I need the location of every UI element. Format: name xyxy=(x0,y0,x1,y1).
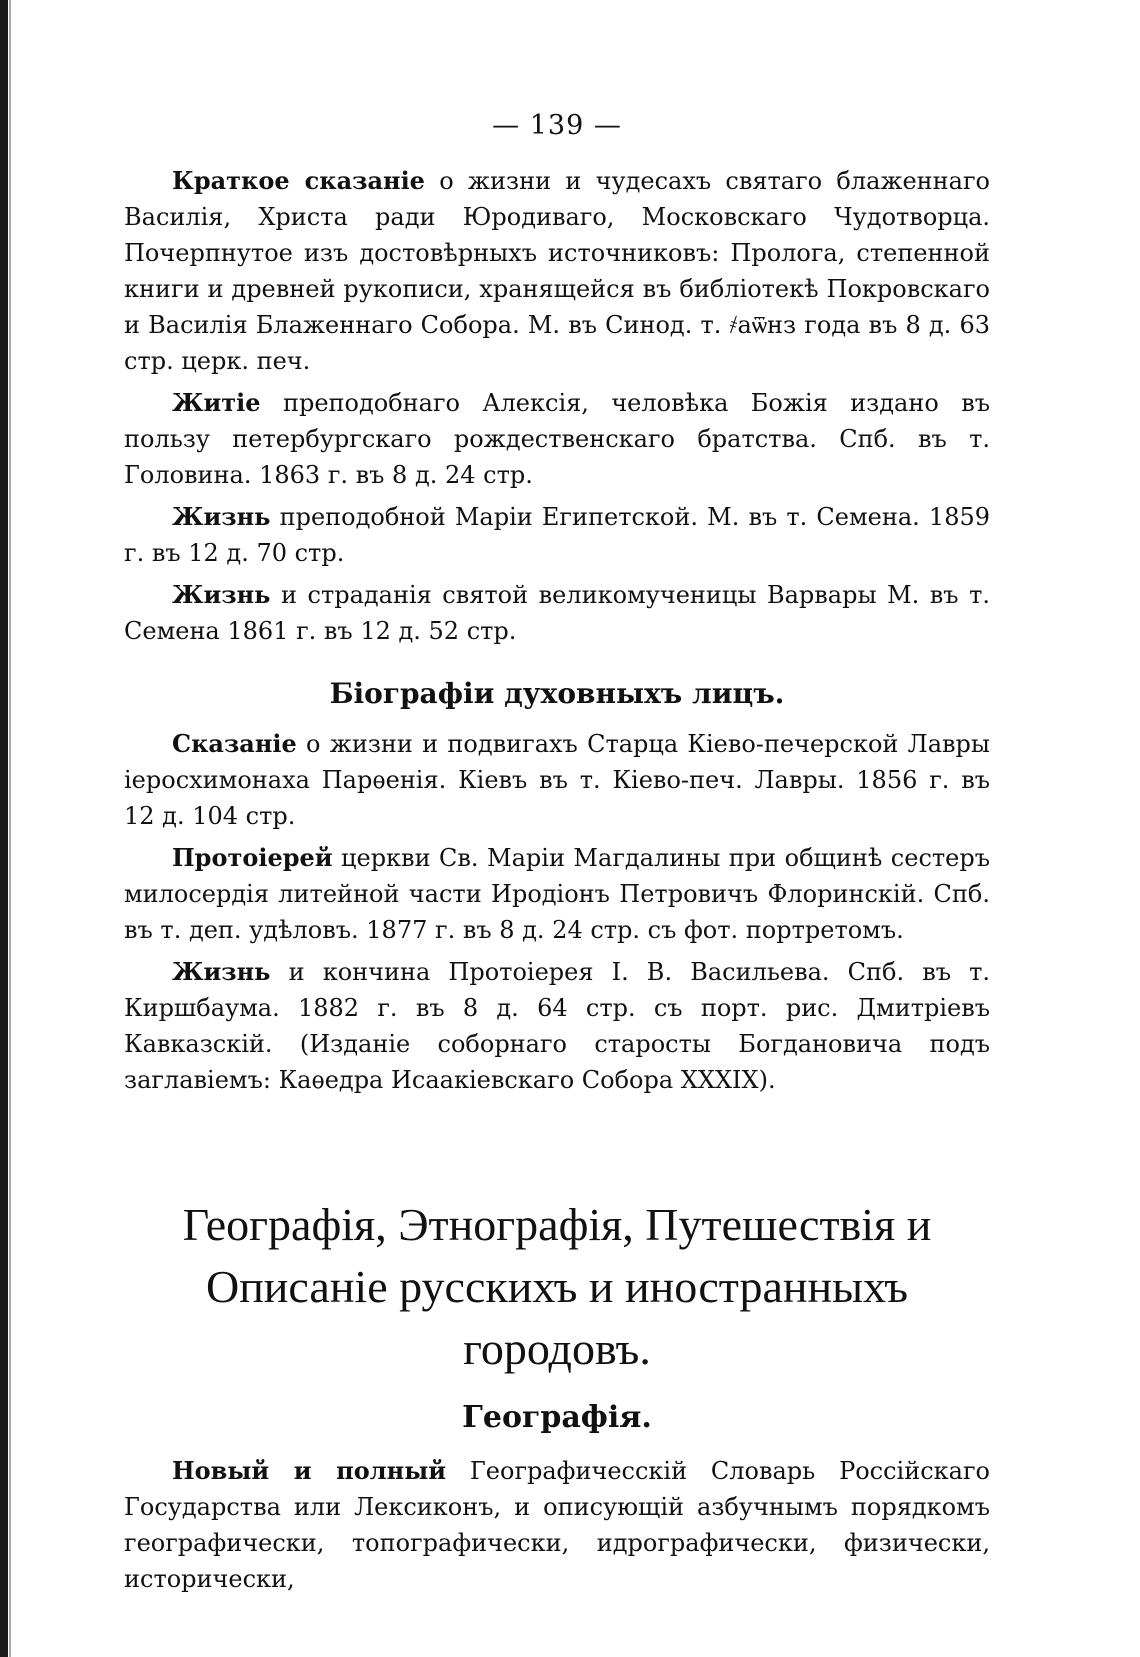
entry-lives-3 xyxy=(124,499,990,571)
scan-binding-edge xyxy=(0,0,8,1657)
entry-text: преподобной Маріи Египетской. М. въ т. Семена. 1859 г. въ 12 д. 70 стр. xyxy=(124,503,990,567)
entry-lead: Жизнь xyxy=(172,580,271,609)
entry-lead: Жизнь xyxy=(172,502,271,531)
entry-text: церкви Св. Маріи Магдалины при общинѣ сестеръ милосердія литейной части Иродіонъ Петровичъ Флоринскій. Спб. въ т. деп. удѣловъ. 1877 г. въ 8 д. 24 стр. съ фот. портретомъ. xyxy=(124,844,990,944)
entry-clergy-3 xyxy=(124,954,990,1098)
entry-lead: Жизнь xyxy=(172,957,271,986)
entry-text: и кончина Протоіерея І. В. Васильева. Спб. въ т. Киршбаума. 1882 г. въ 8 д. 64 стр. съ порт. рис. Дмитріевъ Кавказскій. (Изданіе соборнаго старосты Богдановича подъ заглавіемъ: Каѳедра Исаакіевскаго Собора XXXIX). xyxy=(124,958,990,1094)
entry-clergy-1 xyxy=(124,726,990,834)
entry-lead: Краткое сказаніе xyxy=(172,166,425,195)
entry-lead: Житіе xyxy=(172,388,261,417)
book-page xyxy=(124,110,990,1603)
scan-binding-shadow xyxy=(9,0,11,1657)
entry-text: преподобнаго Алексія, человѣка Божія издано въ пользу петербургскаго рождественскаго братства. Спб. въ т. Головина. 1863 г. въ 8 д. 24 стр. xyxy=(124,389,990,489)
entry-lives-4 xyxy=(124,577,990,649)
entry-text: о жизни и чудесахъ святаго блаженнаго Василія, Христа ради Юродиваго, Московскаго Чудотворца. Почерпнутое изъ достовѣрныхъ источниковъ: Пролога, степенной книги и древней рукописи, хранящейся въ библіотекѣ Покровскаго и Василія Блаженнаго Собора. М. въ Синод. т. ҂аѿнз года въ 8 д. 63 стр. церк. печ. xyxy=(124,167,990,375)
entry-lives-1 xyxy=(124,163,990,379)
entry-text: и страданія святой великомученицы Варвары М. въ т. Семена 1861 г. въ 12 д. 52 стр. xyxy=(124,581,990,645)
entry-lead: Протоіерей xyxy=(172,843,333,872)
entry-geography-1 xyxy=(124,1453,990,1597)
entry-lives-2 xyxy=(124,385,990,493)
geography-heading: Географія. xyxy=(462,1400,652,1435)
clergy-heading: Біографіи духовныхъ лицъ. xyxy=(329,677,785,710)
entry-clergy-2 xyxy=(124,840,990,948)
entry-text: о жизни и подвигахъ Старца Кіево-печерской Лавры іеросхимонаха Парѳенія. Кіевъ въ т. Кіево-печ. Лавры. 1856 г. въ 12 д. 104 стр. xyxy=(124,730,990,830)
entry-lead: Новый и полный xyxy=(172,1456,447,1485)
entry-text: Географичесскій Словарь Россійскаго Государства или Лексиконъ, и описующій азбучнымъ порядкомъ географически, топографически, идрографически, физически, исторически, xyxy=(124,1457,990,1593)
page-number: — 139 — xyxy=(492,110,622,141)
entry-lead: Сказаніе xyxy=(172,729,297,758)
section-heading: Географія, Этнографія, Путешествія и Описаніе русскихъ и иностранныхъ городовъ. xyxy=(182,1199,932,1374)
